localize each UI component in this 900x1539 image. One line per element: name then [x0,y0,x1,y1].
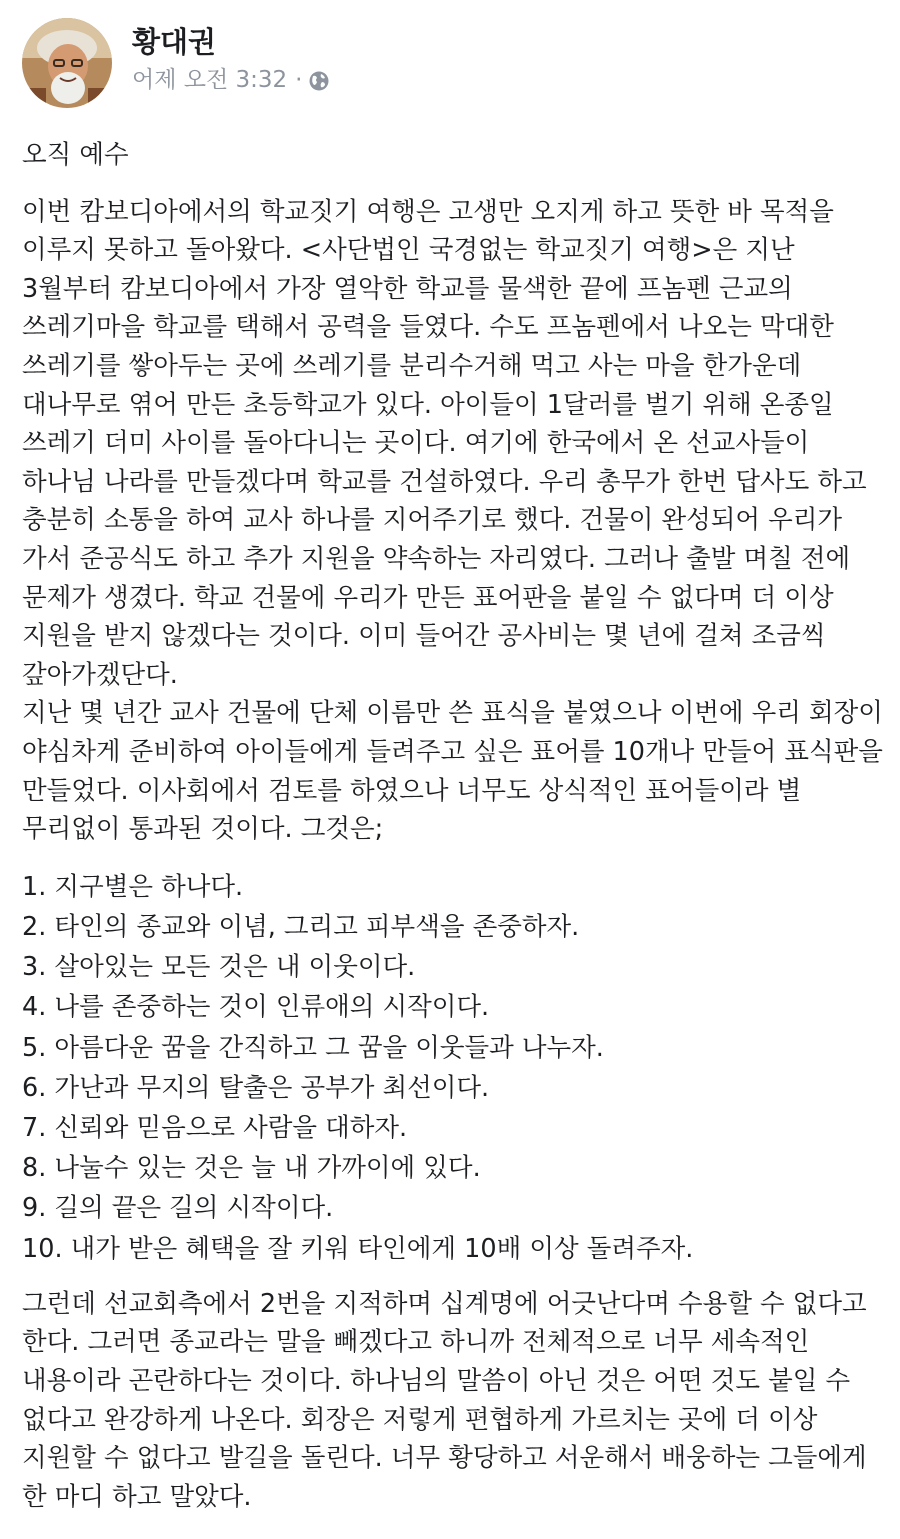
paragraph-1: 이번 캄보디아에서의 학교짓기 여행은 고생만 오지게 하고 뜻한 바 목적을 이루지 못하고 돌아왔다. <사단법인 국경없는 학교짓기 여행>은 지난 3월부터 캄보디아에서 가장 열악한 학교를 물색한 끝에 프놈펜 근교의 쓰레기마을 학교를 택해서 공력을 들였다. 수도 프놈펜에서 나오는 막대한 쓰레기를 쌓아두는 곳에 쓰레기를 분리수거해 먹고 사는 마을 한가운데 대나무로 엮어 만든 초등학교가 있다. 아이들이 1달러를 벌기 위해 온종일 쓰레기 더미 사이를 돌아다니는 곳이다. 여기에 한국에서 온 선교사들이 하나님 나라를 만들겠다며 학교를 건설하였다. 우리 총무가 한번 답사도 하고 충분히 소통을 하여 교사 하나를 지어주기로 했다. 건물이 완성되어 우리가 가서 준공식도 하고 추가 지원을 약속하는 자리였다. 그러나 출발 며칠 전에 문제가 생겼다. 학교 건물에 우리가 만든 표어판을 붙일 수 없다며 더 이상 지원을 받지 않겠다는 것이다. 이미 들어간 공사비는 몇 년에 걸쳐 조금씩 갚아가겠단다. [22,196,867,690]
motto-item: 2. 타인의 종교와 이념, 그리고 피부색을 존중하자. [22,911,580,942]
separator-dot: · [295,67,303,93]
motto-item: 9. 길의 끝은 길의 시작이다. [22,1193,334,1224]
author-name[interactable]: 황대권 [132,25,217,59]
post-header [22,18,330,108]
motto-item: 5. 아름다운 꿈을 간직하고 그 꿈을 이웃들과 나누자. [22,1032,604,1063]
paragraph-3: 그런데 선교회측에서 2번을 지적하며 십계명에 어긋난다며 수용할 수 없다고 한다. 그러면 종교라는 말을 빼겠다고 하니까 전체적으로 너무 세속적인 내용이라 곤란하다는 것이다. 하나님의 말씀이 아닌 것은 어떤 것도 붙일 수 없다고 완강하게 나온다. 회장은 저렇게 편협하게 가르치는 곳에 더 이상 지원할 수 없다고 발길을 돌린다. 너무 황당하고 서운해서 배웅하는 그들에게 한 마디 하고 말았다. [22,1288,867,1512]
motto-item: 4. 나를 존중하는 것이 인류애의 시작이다. [22,992,490,1023]
motto-item: 10. 내가 받은 혜택을 잘 키워 타인에게 10배 이상 돌려주자. [22,1233,694,1264]
paragraph-2: 지난 몇 년간 교사 건물에 단체 이름만 쓴 표식을 붙였으나 이번에 우리 회장이 야심차게 준비하여 아이들에게 들려주고 싶은 표어를 10개나 만들어 표식판을 만들었다. 이사회에서 검토를 하였으나 너무도 상식적인 표어들이라 별 무리없이 통과된 것이다. 그것은; [22,698,883,845]
avatar[interactable] [22,18,112,108]
avatar-photo [22,18,112,108]
motto-item: 8. 나눌수 있는 것은 늘 내 가까이에 있다. [22,1153,481,1184]
motto-item: 7. 신뢰와 믿음으로 사람을 대하자. [22,1112,408,1143]
post-meta [132,24,330,96]
timestamp-row [132,64,330,96]
post-body [22,136,884,1516]
post-title: 오직 예수 [22,140,129,170]
motto-item: 6. 가난과 무지의 탈출은 공부가 최선이다. [22,1072,490,1103]
globe-icon[interactable] [308,69,330,91]
motto-list [22,867,884,1269]
motto-item: 1. 지구별은 하나다. [22,871,244,902]
motto-item: 3. 살아있는 모든 것은 내 이웃이다. [22,952,416,983]
timestamp[interactable]: 어제 오전 3:32 [132,67,288,93]
